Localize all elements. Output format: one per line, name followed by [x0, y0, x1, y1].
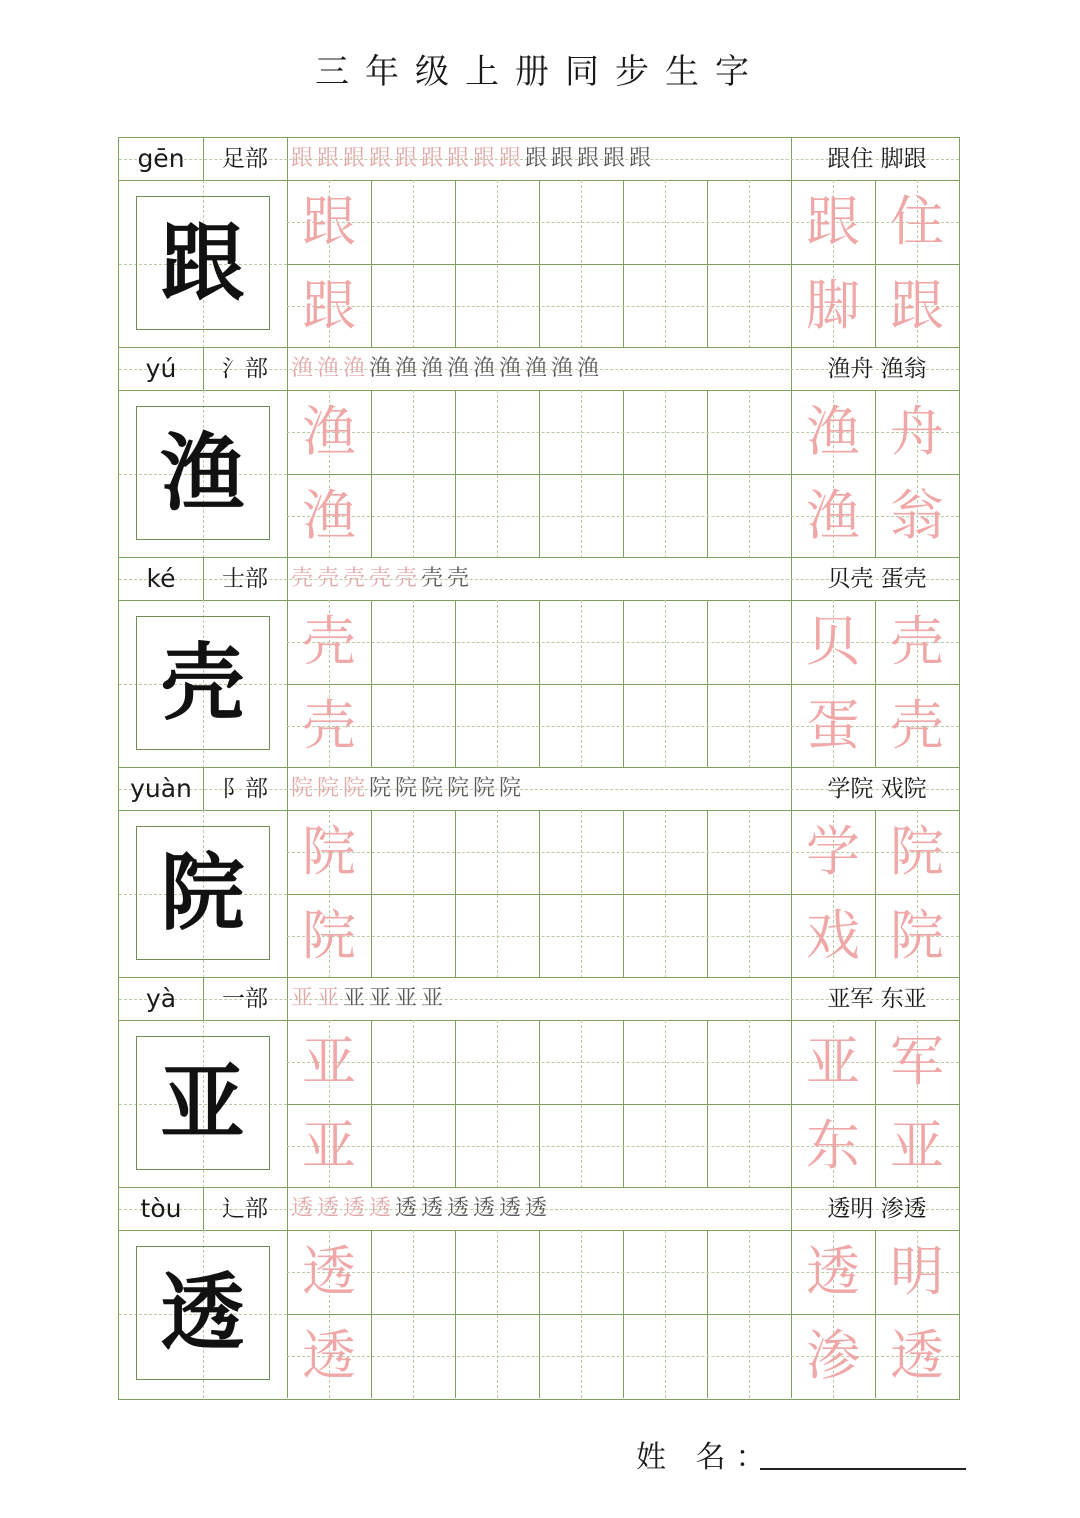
- stroke-order-dark: 跟跟跟跟跟: [525, 146, 656, 171]
- trace-character: 透: [302, 1324, 356, 1387]
- trace-character: 亚: [302, 1030, 356, 1093]
- writing-cell[interactable]: [371, 474, 455, 558]
- model-character-box: [136, 196, 270, 330]
- name-label: 姓 名：: [636, 1440, 776, 1475]
- trace-character: 跟: [302, 190, 356, 253]
- model-character-box: [136, 1036, 270, 1170]
- writing-cell[interactable]: [371, 894, 455, 978]
- trace-character: 壳: [302, 694, 356, 757]
- writing-cell[interactable]: [707, 684, 791, 768]
- radical: 氵部: [222, 356, 268, 382]
- practice-sheet: [118, 137, 960, 1400]
- writing-cell[interactable]: [539, 474, 623, 558]
- word-trace-character: 蛋: [806, 694, 860, 757]
- pinyin: yú: [145, 354, 177, 383]
- writing-cell[interactable]: [707, 894, 791, 978]
- writing-cell[interactable]: [707, 810, 791, 894]
- word-trace-character: 舟: [890, 400, 944, 463]
- word-trace-character: 学: [806, 820, 860, 883]
- writing-cell[interactable]: [455, 1314, 539, 1398]
- writing-cell[interactable]: [539, 600, 623, 684]
- writing-cell[interactable]: [623, 1104, 707, 1188]
- name-blank-line[interactable]: [760, 1468, 966, 1470]
- writing-cell[interactable]: [539, 1314, 623, 1398]
- trace-character: 壳: [302, 610, 356, 673]
- pinyin: yà: [145, 984, 177, 1013]
- word-trace-character: 透: [890, 1324, 944, 1387]
- writing-cell[interactable]: [623, 264, 707, 348]
- model-character: 渔: [160, 423, 245, 522]
- stroke-order: [291, 768, 791, 810]
- example-words: 学院 戏院: [827, 776, 927, 802]
- word-trace-character: 亚: [806, 1030, 860, 1093]
- trace-character: 院: [302, 820, 356, 883]
- trace-character: 跟: [302, 274, 356, 337]
- writing-cell[interactable]: [371, 684, 455, 768]
- stroke-order-dark: 亚亚亚亚: [343, 986, 448, 1011]
- word-trace-character: 军: [890, 1030, 944, 1093]
- word-trace-character: 壳: [890, 694, 944, 757]
- writing-cell[interactable]: [623, 1020, 707, 1104]
- model-character-box: [136, 1246, 270, 1380]
- word-trace-character: 戏: [806, 904, 860, 967]
- stroke-order-faint: 院院院: [291, 776, 370, 801]
- writing-cell[interactable]: [455, 390, 539, 474]
- trace-character: 院: [302, 904, 356, 967]
- writing-cell[interactable]: [539, 1104, 623, 1188]
- writing-cell[interactable]: [539, 684, 623, 768]
- writing-cell[interactable]: [455, 474, 539, 558]
- writing-cell[interactable]: [707, 1104, 791, 1188]
- writing-cell[interactable]: [539, 264, 623, 348]
- example-words: 透明 渗透: [827, 1196, 927, 1222]
- stroke-order: [291, 348, 791, 390]
- stroke-order-dark: 壳壳: [421, 566, 474, 591]
- writing-cell[interactable]: [707, 600, 791, 684]
- word-trace-character: 渔: [806, 484, 860, 547]
- stroke-order-faint: 亚亚: [291, 986, 344, 1011]
- word-trace-character: 跟: [890, 274, 944, 337]
- stroke-order: [291, 138, 791, 180]
- word-trace-character: 渔: [806, 400, 860, 463]
- writing-cell[interactable]: [371, 600, 455, 684]
- trace-character: 亚: [302, 1114, 356, 1177]
- stroke-order: [291, 1188, 791, 1230]
- character-block: [119, 348, 959, 558]
- writing-cell[interactable]: [539, 1020, 623, 1104]
- writing-cell[interactable]: [623, 684, 707, 768]
- pinyin: tòu: [140, 1194, 182, 1223]
- writing-cell[interactable]: [707, 1314, 791, 1398]
- word-trace-character: 东: [806, 1114, 860, 1177]
- example-words: 亚军 东亚: [827, 986, 927, 1012]
- writing-cell[interactable]: [371, 1230, 455, 1314]
- character-block: [119, 768, 959, 978]
- writing-cell[interactable]: [707, 390, 791, 474]
- character-block: [119, 138, 959, 348]
- writing-cell[interactable]: [371, 810, 455, 894]
- radical: 阝部: [222, 776, 268, 802]
- writing-cell[interactable]: [707, 1230, 791, 1314]
- trace-character: 渔: [302, 400, 356, 463]
- stroke-order-faint: 壳壳壳壳壳: [291, 566, 422, 591]
- writing-cell[interactable]: [623, 810, 707, 894]
- character-block: [119, 978, 959, 1188]
- example-words: 渔舟 渔翁: [827, 356, 927, 382]
- radical: 士部: [222, 566, 268, 592]
- character-block: [119, 1188, 959, 1398]
- writing-cell[interactable]: [455, 894, 539, 978]
- writing-cell[interactable]: [455, 684, 539, 768]
- writing-cell[interactable]: [455, 180, 539, 264]
- model-character-box: [136, 826, 270, 960]
- radical: 足部: [222, 146, 268, 172]
- writing-cell[interactable]: [623, 474, 707, 558]
- stroke-order-faint: 跟跟跟跟跟跟跟跟跟: [291, 146, 526, 171]
- radical: 辶部: [222, 1196, 268, 1222]
- writing-cell[interactable]: [707, 1020, 791, 1104]
- writing-cell[interactable]: [707, 180, 791, 264]
- character-block: [119, 558, 959, 768]
- writing-cell[interactable]: [371, 180, 455, 264]
- writing-cell[interactable]: [371, 390, 455, 474]
- writing-cell[interactable]: [455, 1230, 539, 1314]
- writing-cell[interactable]: [371, 1020, 455, 1104]
- writing-cell[interactable]: [539, 1230, 623, 1314]
- example-words: 贝壳 蛋壳: [827, 566, 927, 592]
- word-trace-character: 翁: [890, 484, 944, 547]
- word-trace-character: 跟: [806, 190, 860, 253]
- pinyin: ké: [146, 564, 176, 593]
- example-words: 跟住 脚跟: [827, 146, 927, 172]
- writing-cell[interactable]: [623, 390, 707, 474]
- model-character: 亚: [160, 1053, 245, 1152]
- writing-cell[interactable]: [455, 1104, 539, 1188]
- model-character: 院: [160, 843, 245, 942]
- word-trace-character: 明: [890, 1240, 944, 1303]
- writing-cell[interactable]: [623, 180, 707, 264]
- writing-cell[interactable]: [455, 810, 539, 894]
- writing-cell[interactable]: [539, 810, 623, 894]
- writing-cell[interactable]: [539, 180, 623, 264]
- writing-cell[interactable]: [539, 894, 623, 978]
- model-character-box: [136, 616, 270, 750]
- stroke-order-dark: 院院院院院院: [369, 776, 526, 801]
- word-trace-character: 壳: [890, 610, 944, 673]
- writing-cell[interactable]: [707, 264, 791, 348]
- model-character: 跟: [160, 213, 245, 312]
- writing-cell[interactable]: [623, 600, 707, 684]
- word-trace-character: 贝: [806, 610, 860, 673]
- page-title: 三年级上册同步生字: [315, 52, 765, 92]
- pinyin: gēn: [137, 144, 185, 173]
- radical: 一部: [222, 986, 268, 1012]
- stroke-order: [291, 978, 791, 1020]
- word-trace-character: 脚: [806, 274, 860, 337]
- writing-cell[interactable]: [371, 1314, 455, 1398]
- word-trace-character: 亚: [890, 1114, 944, 1177]
- writing-cell[interactable]: [455, 1020, 539, 1104]
- word-trace-character: 渗: [806, 1324, 860, 1387]
- model-character: 壳: [160, 633, 245, 732]
- word-trace-character: 透: [806, 1240, 860, 1303]
- pinyin: yuàn: [130, 774, 192, 803]
- writing-cell[interactable]: [539, 390, 623, 474]
- word-trace-character: 院: [890, 904, 944, 967]
- writing-cell[interactable]: [707, 474, 791, 558]
- stroke-order-faint: 透透透透: [291, 1196, 396, 1221]
- word-trace-character: 院: [890, 820, 944, 883]
- writing-cell[interactable]: [455, 600, 539, 684]
- stroke-order-dark: 透透透透透透: [395, 1196, 552, 1221]
- trace-character: 透: [302, 1240, 356, 1303]
- trace-character: 渔: [302, 484, 356, 547]
- model-character-box: [136, 406, 270, 540]
- word-trace-character: 住: [890, 190, 944, 253]
- model-character: 透: [160, 1263, 245, 1362]
- writing-cell[interactable]: [371, 1104, 455, 1188]
- writing-cell[interactable]: [455, 264, 539, 348]
- writing-cell[interactable]: [371, 264, 455, 348]
- stroke-order-faint: 渔渔渔: [291, 356, 370, 381]
- writing-cell[interactable]: [623, 894, 707, 978]
- stroke-order: [291, 558, 791, 600]
- writing-cell[interactable]: [623, 1314, 707, 1398]
- writing-cell[interactable]: [623, 1230, 707, 1314]
- stroke-order-dark: 渔渔渔渔渔渔渔渔渔: [369, 356, 604, 381]
